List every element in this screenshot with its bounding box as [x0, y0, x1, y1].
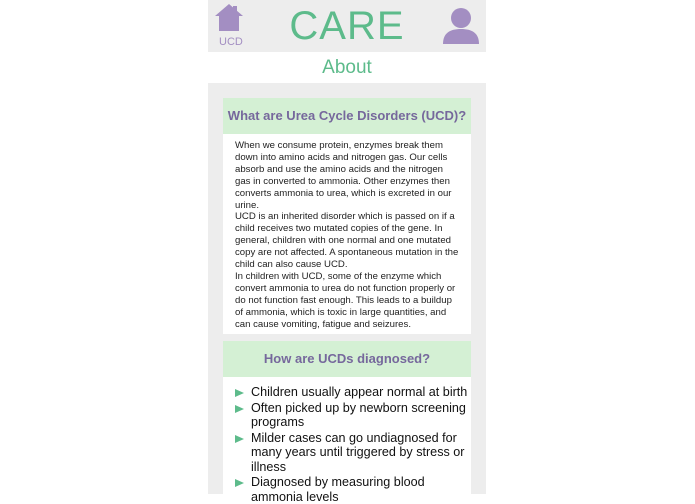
list-item [235, 431, 471, 475]
triangle-bullet-icon [235, 405, 244, 413]
section-heading-diagnosis: How are UCDs diagnosed? [223, 341, 471, 377]
list-item-text: Diagnosed by measuring blood ammonia levels [251, 475, 425, 504]
list-item-text: Often picked up by newborn screening programs [251, 400, 466, 429]
list-item [235, 385, 471, 400]
list-item [235, 475, 471, 504]
page-title: About [322, 57, 372, 78]
list-item-text: Milder cases can go undiagnosed for many years until triggered by stress or illness [251, 430, 465, 474]
triangle-bullet-icon [235, 479, 244, 487]
home-label: UCD [219, 36, 243, 48]
profile-button[interactable] [442, 7, 480, 47]
section-body-what-is-ucd[interactable] [223, 134, 471, 334]
app-screen [208, 0, 486, 504]
diagnosis-list [223, 377, 471, 504]
section-text [235, 140, 459, 331]
paragraph: In children with UCD, some of the enzyme which convert ammonia to urea do not function properly or do not function fast enough. This leads to a buildup of ammonia, which is toxic in large quantities, and can cause vomiting, fatigue and seizures. [235, 270, 456, 330]
paragraph: UCD is an inherited disorder which is passed on if a child receives two mutated copies of the gene. In general, children with one normal and one mutated copy are not affected. A spontaneous mutation in the child can also cause UCD. [235, 211, 459, 271]
list-item [235, 401, 471, 430]
paragraph: When we consume protein, enzymes break them down into amino acids and nitrogen gas. Our cells absorb and use the amino acids and the nitrogen gas in converted to ammonia. Other enzymes then converts ammonia to urea, which is excreted in our urine. [235, 140, 452, 211]
triangle-bullet-icon [235, 389, 244, 397]
content-area[interactable] [208, 83, 486, 504]
list-item-text: Children usually appear normal at birth [251, 385, 468, 399]
user-icon [442, 7, 480, 47]
app-header [208, 0, 486, 52]
app-title: CARE [289, 4, 405, 48]
section-heading-what-is-ucd: What are Urea Cycle Disorders (UCD)? [223, 98, 471, 134]
triangle-bullet-icon [235, 435, 244, 443]
section-body-diagnosis[interactable] [223, 377, 471, 504]
